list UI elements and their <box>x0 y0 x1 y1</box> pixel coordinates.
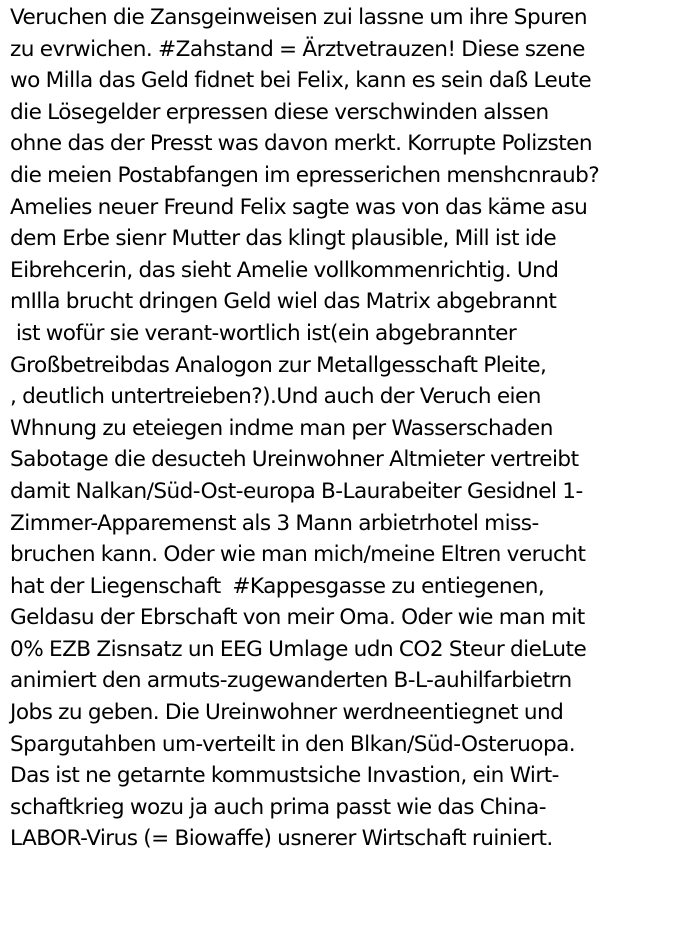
text-line-25: Das ist ne getarnte kommustsiche Invastion, ein Wirt- <box>10 763 559 789</box>
text-line-23: Jobs zu geben. Die Ureinwohner werdneentiegnet und <box>10 700 564 726</box>
text-line-17: Zimmer-Apparemenst als 3 Mann arbietrhotel miss- <box>10 510 539 536</box>
body-text <box>10 2 682 855</box>
text-line-9: Eibrehcerin, das sieht Amelie vollkommenrichtig. Und <box>10 257 559 283</box>
text-line-2: zu evrwichen. #Zahstand = Ärztvetrauzen! Diese szene <box>10 36 585 62</box>
text-line-7: Amelies neuer Freund Felix sagte was von das käme asu <box>10 194 588 220</box>
text-line-26: schaftkrieg wozu ja auch prima passt wie das China- <box>10 794 546 820</box>
text-line-27: LABOR-Virus (= Biowaffe) usnerer Wirtschaft ruiniert. <box>10 826 553 852</box>
text-line-3: wo Milla das Geld fidnet bei Felix, kann es sein daß Leute <box>10 68 592 94</box>
text-line-6: die meien Postabfangen im epresserichen menshcnraub? <box>10 162 600 188</box>
text-line-12: Großbetreibdas Analogon zur Metallgesschaft Pleite, <box>10 352 547 378</box>
text-line-15: Sabotage die desucteh Ureinwohner Altmieter vertreibt <box>10 447 579 473</box>
text-line-8: dem Erbe sienr Mutter das klingt plausible, Mill ist ide <box>10 226 557 252</box>
text-line-16: damit Nalkan/Süd-Ost-europa B-Laurabeiter Gesidnel 1- <box>10 478 583 504</box>
text-line-24: Spargutahben um-verteilt in den Blkan/Süd-Osteruopa. <box>10 731 576 757</box>
text-line-21: 0% EZB Zisnsatz un EEG Umlage udn CO2 Steur dieLute <box>10 636 587 662</box>
text-line-22: animiert den armuts-zugewanderten B-L-auhilfarbietrn <box>10 668 572 694</box>
text-line-19: hat der Liegenschaft #Kappesgasse zu entiegenen, <box>10 573 545 599</box>
text-line-4: die Lösegelder erpressen diese verschwinden alssen <box>10 99 549 125</box>
text-line-11: ist wofür sie verant-wortlich ist(ein abgebrannter <box>10 320 517 346</box>
text-line-20: Geldasu der Ebrschaft von meir Oma. Oder wie man mit <box>10 605 585 631</box>
text-line-10: mIlla brucht dringen Geld wiel das Matrix abgebrannt <box>10 289 557 315</box>
text-line-14: Whnung zu eteiegen indme man per Wasserschaden <box>10 415 553 441</box>
text-line-5: ohne das der Presst was davon merkt. Korrupte Polizsten <box>10 131 592 157</box>
text-line-1: Veruchen die Zansgeinweisen zui lassne um ihre Spuren <box>10 5 587 30</box>
text-line-13: , deutlich untertreieben?).Und auch der Veruch eien <box>10 384 541 410</box>
text-line-18: bruchen kann. Oder wie man mich/meine Eltren verucht <box>10 542 586 568</box>
